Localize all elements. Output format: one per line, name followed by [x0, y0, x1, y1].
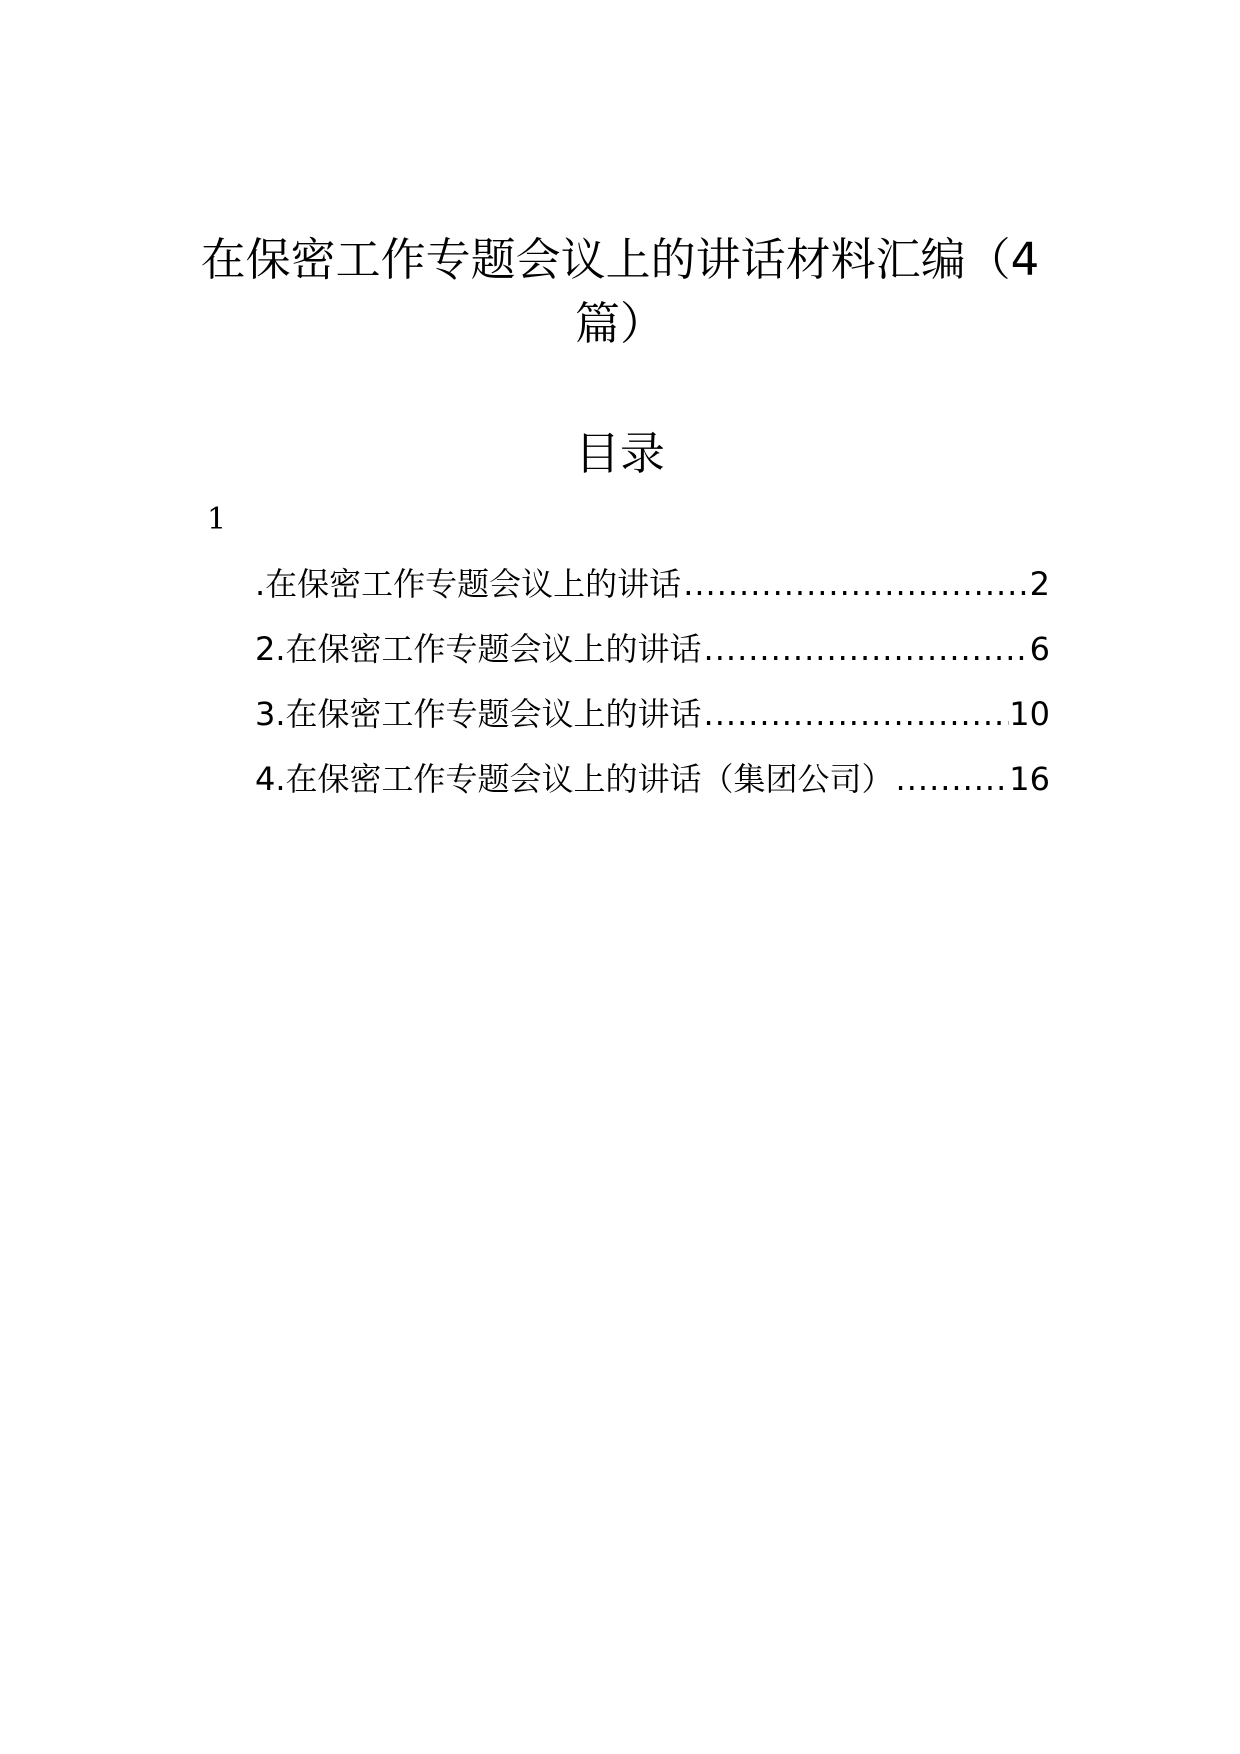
toc-heading: 目录: [574, 427, 665, 480]
toc-entry-label: 3.在保密工作专题会议上的讲话: [255, 695, 702, 733]
toc-entry-label: .在保密工作专题会议上的讲话: [255, 565, 682, 603]
toc-entry-label: 4.在保密工作专题会议上的讲话（集团公司）: [255, 760, 894, 798]
toc-item-number: 1: [207, 502, 227, 537]
toc-leader-dots: [681, 560, 1029, 608]
toc-page-number: 2: [1029, 565, 1050, 603]
toc-leader-dots: [702, 690, 1010, 738]
toc-leader-dots: [894, 755, 1010, 803]
toc-page-number: 6: [1029, 630, 1050, 668]
toc-page-number: 10: [1009, 695, 1050, 733]
toc-entry-4[interactable]: [255, 755, 1050, 820]
toc-page-number: 16: [1009, 760, 1050, 798]
toc-entry-3[interactable]: [255, 690, 1050, 755]
document-title: 在保密工作专题会议上的讲话材料汇编（4篇）: [200, 233, 1040, 350]
toc-entry-label: 2.在保密工作专题会议上的讲话: [255, 630, 702, 668]
toc-entry-1[interactable]: [255, 560, 1050, 625]
toc-entry-2[interactable]: [255, 625, 1050, 690]
toc-leader-dots: [702, 625, 1030, 673]
table-of-contents: [255, 560, 1050, 820]
